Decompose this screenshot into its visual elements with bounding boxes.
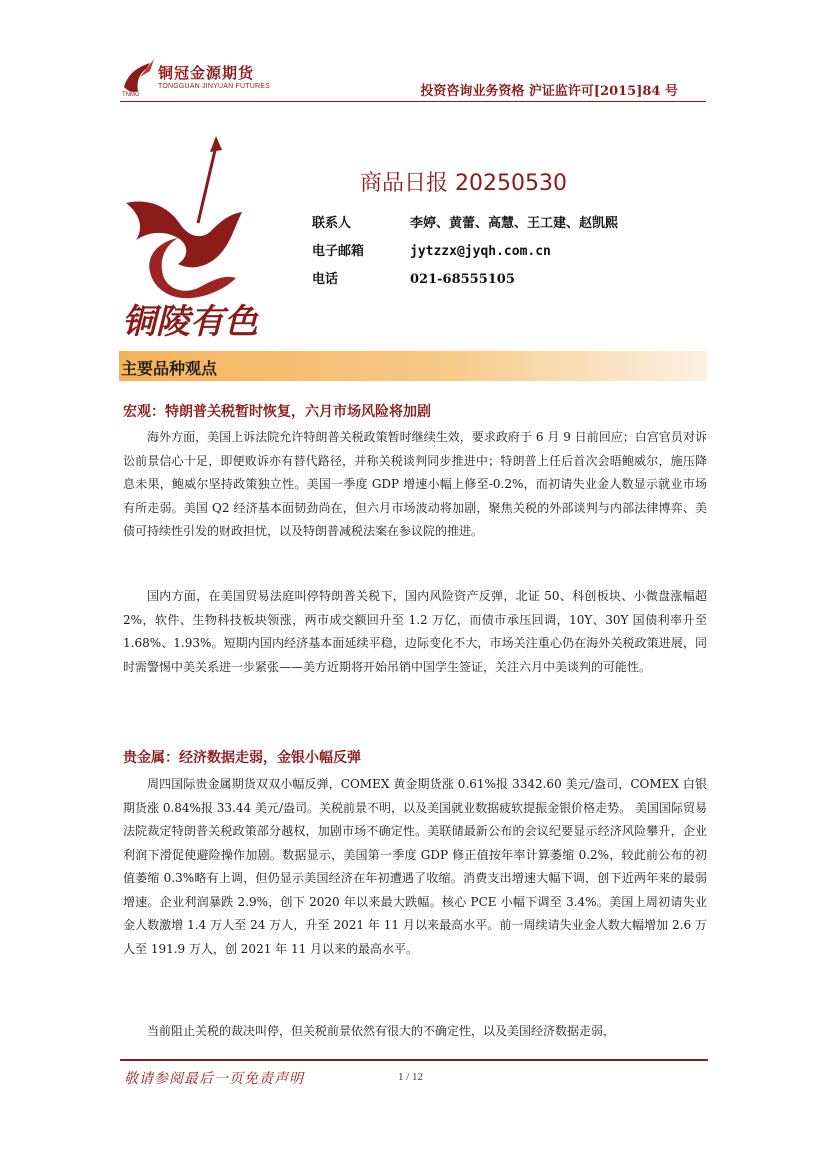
disclaimer-link: 敬请参阅最后一页免责声明: [124, 1071, 304, 1087]
phone-row: [312, 268, 515, 287]
contacts-value: 李婷、黄蕾、高慧、王工建、赵凯熙: [410, 216, 619, 231]
metals-paragraph-1: 周四国际贵金属期货双双小幅反弹，COMEX 黄金期货涨 0.61%报 3342.60 美元/盎司，COMEX 白银期货涨 0.84%报 33.44 美元/盎司。关税前景不明，以及美国就业数据疲软提振金银价格走势。 美国国际贸易法院裁定特朗普关税政策部分越权，加剧市场不确定性。美联储最新公布的会议纪要显示经济风险攀升，企业利润下滑促使避险操作加剧。数据显示，美国第一季度 GDP 修正值按年率计算萎缩 0.2%，较此前公布的初值萎缩 0.3%略有上调，但仍显示美国经济在年初遭遇了收缩。消费支出增速大幅下调，创下近两年来的最弱增速。企业利润暴跌 2.9%，创下 2020 年以来最大跌幅。核心 PCE 小幅下调至 3.4%。美国上周初请失业金人数激增 1.4 万人至 24 万人，升至 2021 年 11 月以来最高水平。前一周续请失业金人数大幅增加 2.6 万人至 191.9 万人，创 2021 年 11 月以来的最高水平。: [123, 777, 707, 956]
email-row: [312, 240, 551, 259]
section-header-bar: [119, 351, 707, 381]
macro-paragraph-2: 国内方面，在美国贸易法庭叫停特朗普关税下，国内风险资产反弹，北证 50、科创板块、小微盘涨幅超 2%，软件、生物科技板块领涨，两市成交额回升至 1.2 万亿，而债市承压回调，10Y、30Y 国债利率升至 1.68%、1.93%。短期内国内经济基本面延续平稳，边际变化不大，市场关注重心仍在海外关税政策进展，同时需警惕中美关系进一步紧张——美方近期将开始吊销中国学生签证，关注六月中美谈判的可能性。: [123, 589, 707, 674]
phone-label: 电话: [312, 272, 339, 287]
contacts-row: [312, 212, 618, 231]
macro-paragraph-1: 海外方面，美国上诉法院允许特朗普关税政策暂时继续生效，要求政府于 6 月 9 日前回应；白宫官员对诉讼前景信心十足，即便败诉亦有替代路径，并称关税谈判同步推进中；特朗普上任后首次会晤鲍威尔，施压降息未果，鲍威尔坚持政策独立性。美国一季度 GDP 增速小幅上修至-0.2%，而初请失业金人数显示就业市场有所走弱。美国 Q2 经济基本面韧劲尚在，但六月市场波动将加剧，聚焦关税的外部谈判与内部法律博弈、美债可持续性引发的财政担忧，以及特朗普减税法案在参议院的推进。: [123, 430, 707, 538]
company-name-en: TONGGUAN JINYUAN FUTURES: [158, 83, 271, 90]
macro-heading: 宏观：特朗普关税暂时恢复，六月市场风险将加剧: [123, 404, 431, 420]
section-title: 主要品种观点: [121, 359, 218, 378]
email-label: 电子邮箱: [312, 244, 365, 259]
emblem-icon: [118, 128, 298, 350]
contacts-label: 联系人: [312, 216, 352, 231]
phone-value: 021-68555105: [410, 272, 515, 287]
header-divider: [120, 101, 706, 102]
metals-paragraph-2: 当前阻止关税的裁决叫停，但关税前景依然有很大的不确定性，以及美国经济数据走弱，: [147, 1024, 616, 1038]
footer-divider: [120, 1059, 708, 1061]
report-title: 商品日报 20250530: [360, 171, 567, 196]
license-text: 投资咨询业务资格 沪证监许可[2015]84 号: [420, 84, 678, 99]
company-abbr: TNMG: [122, 92, 140, 98]
metals-heading: 贵金属：经济数据走弱，金银小幅反弹: [123, 750, 361, 766]
page-number: 1 / 12: [398, 1071, 424, 1083]
company-name-cn: 铜冠金源期货: [158, 64, 255, 82]
email-value: jytzzx@jyqh.com.cn: [410, 244, 551, 259]
emblem-calligraphy: 铜陵有色: [122, 302, 258, 342]
